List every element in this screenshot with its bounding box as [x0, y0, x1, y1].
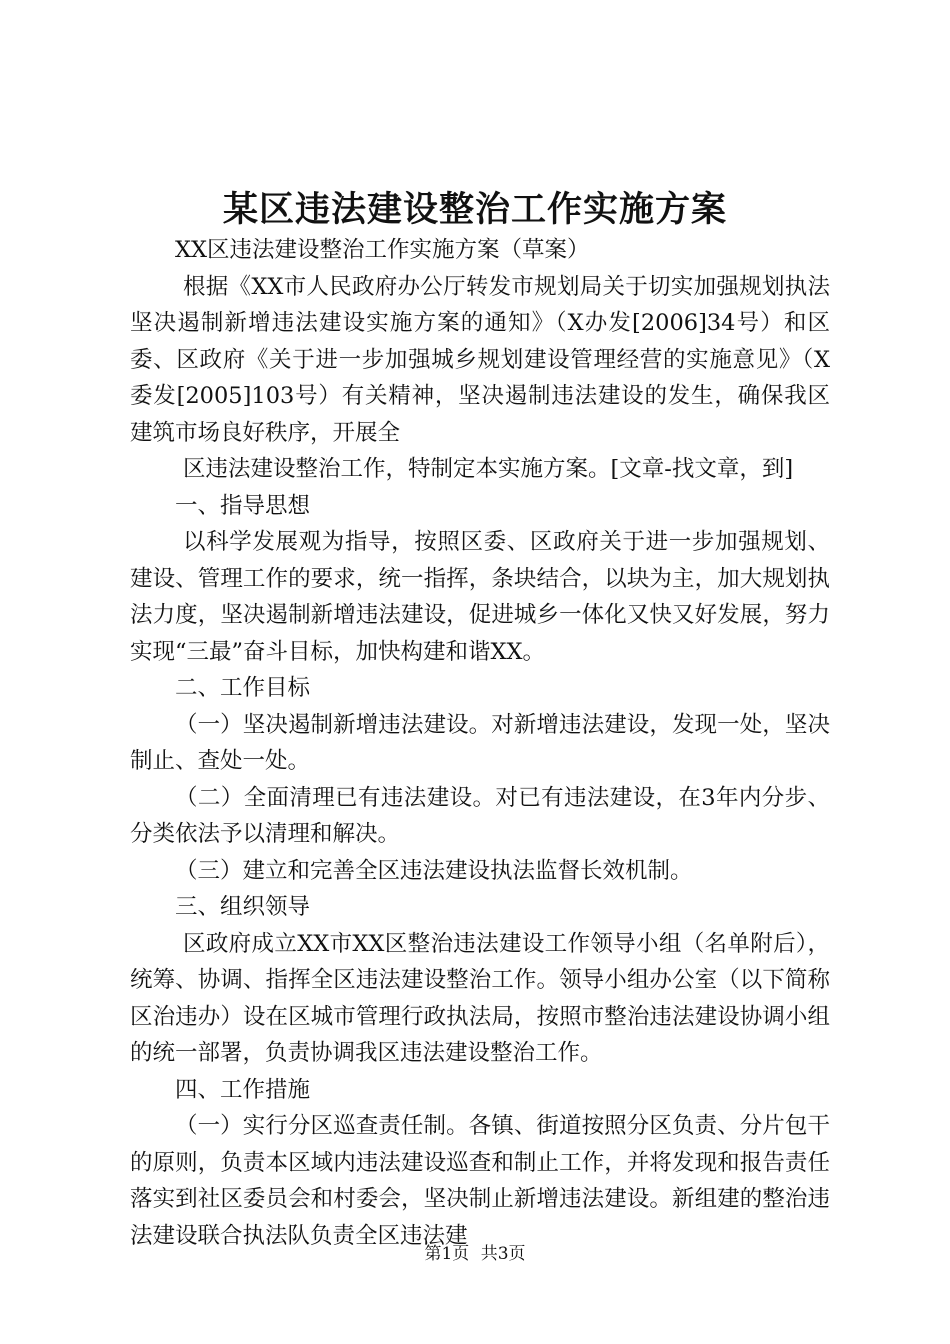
intro-paragraph-continued: 区违法建设整治工作，特制定本实施方案。[文章-找文章，到] [183, 456, 794, 482]
guiding-thought-paragraph: 以科学发展观为指导，按照区委、区政府关于进一步加强规划、建设、管理工作的要求，统一指挥，条块结合，以块为主，加大规划执法力度，坚决遏制新增违法建设，促进城乡一体化又快又好发展，努力实现“三最”奋斗目标，加快构建和谐XX。 [130, 529, 830, 665]
document-body [130, 232, 830, 1254]
organization-paragraph: 区政府成立XX市XX区整治违法建设工作领导小组（名单附后），统筹、协调、指挥全区违法建设整治工作。领导小组办公室（以下简称区治违办）设在区城市管理行政执法局，按照市整治违法建设协调小组的统一部署，负责协调我区违法建设整治工作。 [130, 930, 830, 1066]
work-goal-3: （三）建立和完善全区违法建设执法监督长效机制。 [175, 857, 693, 884]
section-heading-guiding-thought: 一、指导思想 [175, 492, 311, 519]
section-heading-work-goals: 二、工作目标 [175, 675, 311, 701]
work-goal-1: （一）坚决遏制新增违法建设。对新增违法建设，发现一处，坚决制止、查处一处。 [130, 711, 830, 774]
intro-paragraph: 根据《XX市人民政府办公厅转发市规划局关于切实加强规划执法坚决遏制新增违法建设实施方案的通知》（X办发[2006]34号）和区委、区政府《关于进一步加强城乡规划建设管理经营的实施意见》（X委发[2005]103号）有关精神，坚决遏制违法建设的发生，确保我区建筑市场良好秩序，开展全 [130, 273, 830, 446]
section-heading-work-measures: 四、工作措施 [175, 1076, 311, 1103]
document-title: 某区违法建设整治工作实施方案 [222, 189, 727, 230]
section-heading-organization: 三、组织领导 [175, 894, 311, 920]
draft-subtitle: XX区违法建设整治工作实施方案（草案） [175, 237, 590, 263]
page-number: 第1页 共3页 [424, 1244, 526, 1264]
work-measure-1: （一）实行分区巡查责任制。各镇、街道按照分区负责、分片包干的原则，负责本区域内违法建设巡查和制止工作，并将发现和报告责任落实到社区委员会和村委会，坚决制止新增违法建设。新组建的整治违法建设联合执法队负责全区违法建 [130, 1113, 830, 1249]
work-goal-2: （二）全面清理已有违法建设。对已有违法建设，在3年内分步、分类依法予以清理和解决。 [130, 784, 830, 847]
